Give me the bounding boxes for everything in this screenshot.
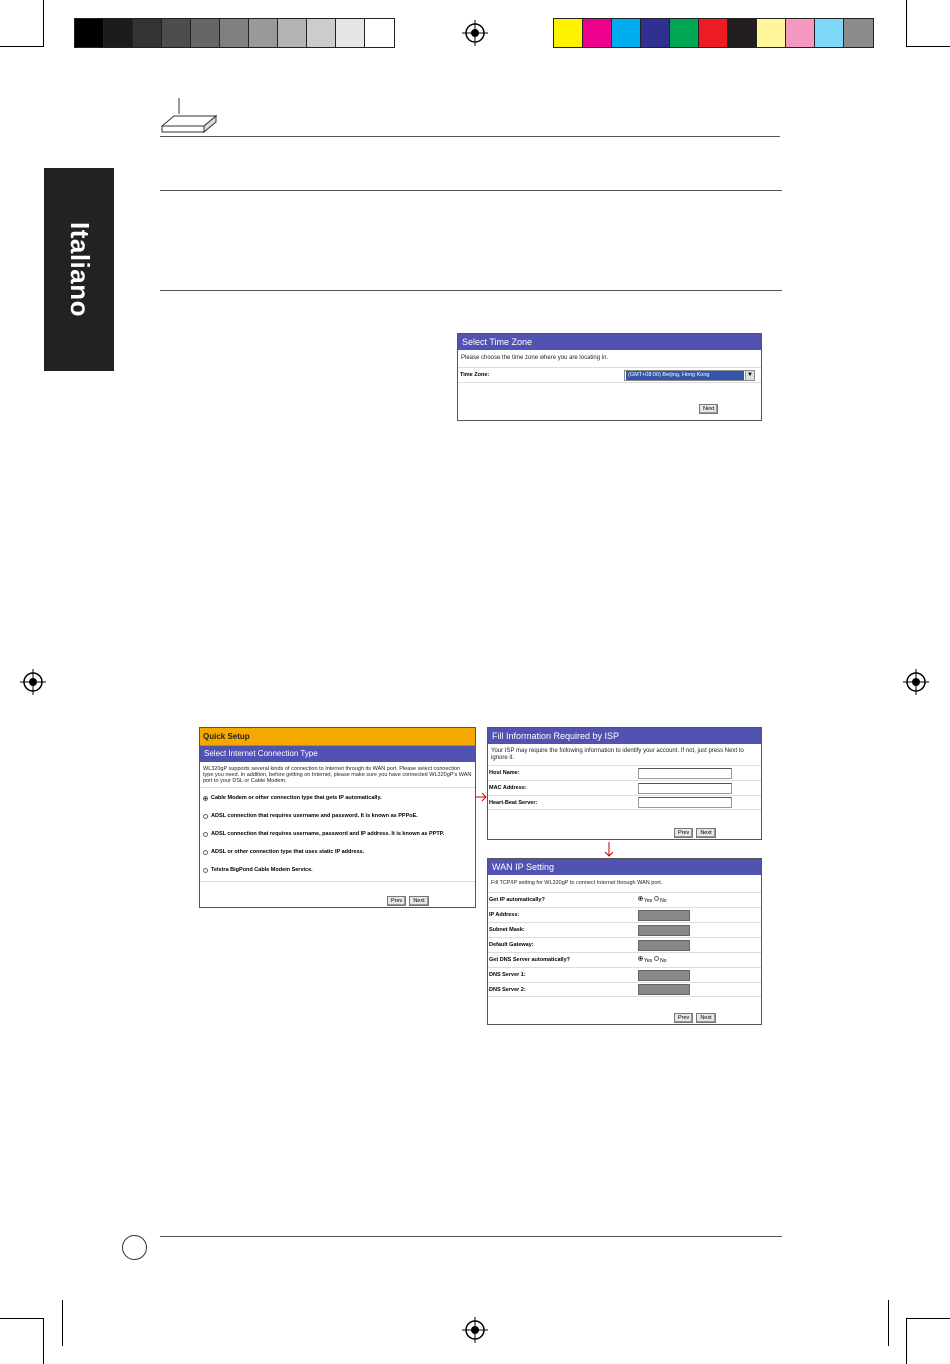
subnet-mask-field[interactable] xyxy=(638,925,690,936)
text-input[interactable] xyxy=(638,768,732,779)
field-label: IP Address: xyxy=(489,912,520,918)
get-ip-row xyxy=(488,892,761,907)
option-label: Telstra BigPond Cable Modem Service. xyxy=(211,867,313,873)
next-button[interactable]: Next xyxy=(409,896,428,906)
option-label: ADSL or other connection type that uses static IP address. xyxy=(211,849,365,855)
no-radio[interactable] xyxy=(654,956,666,964)
panel-description: Please choose the time zone where you are locating in. xyxy=(461,355,609,361)
default-gateway-row xyxy=(488,937,761,952)
get-ip-radios xyxy=(638,896,761,904)
field-label: DNS Server 2: xyxy=(489,986,526,993)
radio-button[interactable] xyxy=(203,814,208,819)
option-label: ADSL connection that requires username and password. It is known as PPPoE. xyxy=(211,813,418,819)
option-label: Cable Modem or other connection type that gets IP automatically. xyxy=(211,795,382,801)
color-swatch xyxy=(815,19,844,47)
field-label: Heart-Beat Server: xyxy=(489,799,538,806)
color-swatch xyxy=(365,19,394,47)
registration-mark-icon xyxy=(20,669,46,695)
color-swatch xyxy=(583,19,612,47)
wan-ip-panel xyxy=(487,858,762,1025)
color-swatch xyxy=(612,19,641,47)
time-zone-selected-value: (GMT+08:00) Beijing, Hong Kong xyxy=(626,371,744,380)
process-color-bar xyxy=(553,18,874,48)
radio-label: No xyxy=(660,958,667,964)
crop-mark xyxy=(43,1318,44,1364)
registration-mark-icon xyxy=(462,1317,488,1343)
connection-type-option[interactable] xyxy=(200,861,475,879)
panel-description: Fill TCP/IP setting for WL320gP to connect Internet through WAN port. xyxy=(491,880,663,886)
chevron-down-icon[interactable]: ▼ xyxy=(745,371,754,380)
footer-rule xyxy=(160,1236,782,1237)
isp-field-row xyxy=(488,795,761,810)
panel-title: WAN IP Setting xyxy=(488,859,761,875)
radio-button[interactable] xyxy=(203,850,208,855)
option-label: ADSL connection that requires username, password and IP address. It is known as PPTP. xyxy=(211,831,445,837)
yes-radio[interactable] xyxy=(638,896,652,904)
color-swatch xyxy=(554,19,583,47)
panel-title: Fill Information Required by ISP xyxy=(488,728,761,744)
get-dns-row xyxy=(488,952,761,967)
color-swatch xyxy=(133,19,162,47)
color-swatch xyxy=(278,19,307,47)
time-zone-label: Time Zone: xyxy=(460,372,490,378)
get-dns-radios xyxy=(638,956,761,964)
radio-button[interactable] xyxy=(203,868,208,873)
button-row xyxy=(384,896,429,906)
time-zone-panel xyxy=(457,333,762,421)
router-icon xyxy=(160,96,220,136)
radio-label: Yes xyxy=(644,958,653,964)
subnet-mask-row xyxy=(488,922,761,937)
crop-mark xyxy=(0,1318,44,1319)
dns-server-2-row xyxy=(488,982,761,997)
crop-mark xyxy=(62,1300,63,1346)
next-button[interactable]: Next xyxy=(699,404,718,414)
crop-mark xyxy=(888,1300,889,1346)
isp-info-panel xyxy=(487,727,762,840)
no-radio[interactable] xyxy=(654,896,666,904)
page-number-circle xyxy=(122,1235,147,1260)
section-rule xyxy=(160,190,782,191)
flow-arrow-down-icon xyxy=(604,842,614,858)
panel-description: Your ISP may require the following information to identify your account. If not, just press Next to ignore it. xyxy=(491,748,744,761)
color-swatch xyxy=(191,19,220,47)
dns-server-1-field[interactable] xyxy=(638,970,690,981)
isp-field-row xyxy=(488,780,761,795)
crop-mark xyxy=(906,1318,907,1364)
panel-description: WL320gP supports several kinds of connection to Internet through its WAN port. Please select connection type you need. In addition, before getting on Internet, please make sure you have connected WL320gP's WAN port to your DSL or Cable Modem. xyxy=(200,762,475,788)
panel-title: Select Time Zone xyxy=(458,334,761,350)
next-button[interactable]: Next xyxy=(696,1013,715,1023)
dns-server-1-row xyxy=(488,967,761,982)
dns-server-2-field[interactable] xyxy=(638,984,690,995)
color-swatch xyxy=(249,19,278,47)
crop-mark xyxy=(0,46,44,47)
grayscale-color-bar xyxy=(74,18,395,48)
prev-button[interactable]: Prev xyxy=(674,828,693,838)
quick-setup-header: Quick Setup xyxy=(200,728,475,746)
color-swatch xyxy=(844,19,873,47)
color-swatch xyxy=(786,19,815,47)
field-label: Get DNS Server automatically? xyxy=(489,957,571,963)
flow-arrow-right-icon xyxy=(476,792,488,802)
registration-mark-icon xyxy=(462,20,488,46)
isp-fields xyxy=(488,765,761,810)
prev-button[interactable]: Prev xyxy=(387,896,406,906)
color-swatch xyxy=(728,19,757,47)
field-label: Default Gateway: xyxy=(489,942,534,948)
radio-button[interactable] xyxy=(203,832,208,837)
connection-type-options xyxy=(200,788,475,879)
field-label: Get IP automatically? xyxy=(489,897,545,903)
header-rule xyxy=(160,136,780,137)
isp-field-row xyxy=(488,765,761,780)
crop-mark xyxy=(906,46,950,47)
field-label: MAC Address: xyxy=(489,785,527,791)
color-swatch xyxy=(307,19,336,47)
color-swatch xyxy=(641,19,670,47)
time-zone-row xyxy=(458,367,761,383)
color-swatch xyxy=(220,19,249,47)
connection-type-option[interactable] xyxy=(200,789,475,807)
time-zone-select[interactable] xyxy=(624,370,755,381)
language-label: Italiano xyxy=(64,221,95,318)
default-gateway-field[interactable] xyxy=(638,940,690,951)
connection-type-option[interactable] xyxy=(200,843,475,861)
color-swatch xyxy=(757,19,786,47)
quick-setup-panel xyxy=(199,727,476,908)
yes-radio[interactable] xyxy=(638,956,652,964)
registration-mark-icon xyxy=(903,669,929,695)
divider xyxy=(200,881,475,882)
color-swatch xyxy=(670,19,699,47)
ip-address-field[interactable] xyxy=(638,910,690,921)
connection-type-option[interactable] xyxy=(200,825,475,843)
language-side-tab xyxy=(44,168,114,371)
prev-button[interactable]: Prev xyxy=(674,1013,693,1023)
radio-label: No xyxy=(660,898,667,904)
crop-mark xyxy=(43,0,44,46)
button-row xyxy=(696,404,718,414)
color-swatch xyxy=(104,19,133,47)
ip-address-row xyxy=(488,907,761,922)
panel-title: Select Internet Connection Type xyxy=(200,746,475,762)
color-swatch xyxy=(336,19,365,47)
field-label: Host Name: xyxy=(489,770,520,776)
color-swatch xyxy=(75,19,104,47)
crop-mark xyxy=(906,1318,950,1319)
text-input[interactable] xyxy=(638,797,732,808)
color-swatch xyxy=(699,19,728,47)
field-label: DNS Server 1: xyxy=(489,972,526,978)
button-row xyxy=(671,828,716,838)
text-input[interactable] xyxy=(638,783,732,794)
radio-button[interactable] xyxy=(203,796,208,801)
connection-type-option[interactable] xyxy=(200,807,475,825)
button-row xyxy=(671,1013,716,1023)
crop-mark xyxy=(906,0,907,46)
field-label: Subnet Mask: xyxy=(489,927,525,933)
color-swatch xyxy=(162,19,191,47)
section-rule xyxy=(160,290,782,291)
next-button[interactable]: Next xyxy=(696,828,715,838)
radio-label: Yes xyxy=(644,898,653,904)
